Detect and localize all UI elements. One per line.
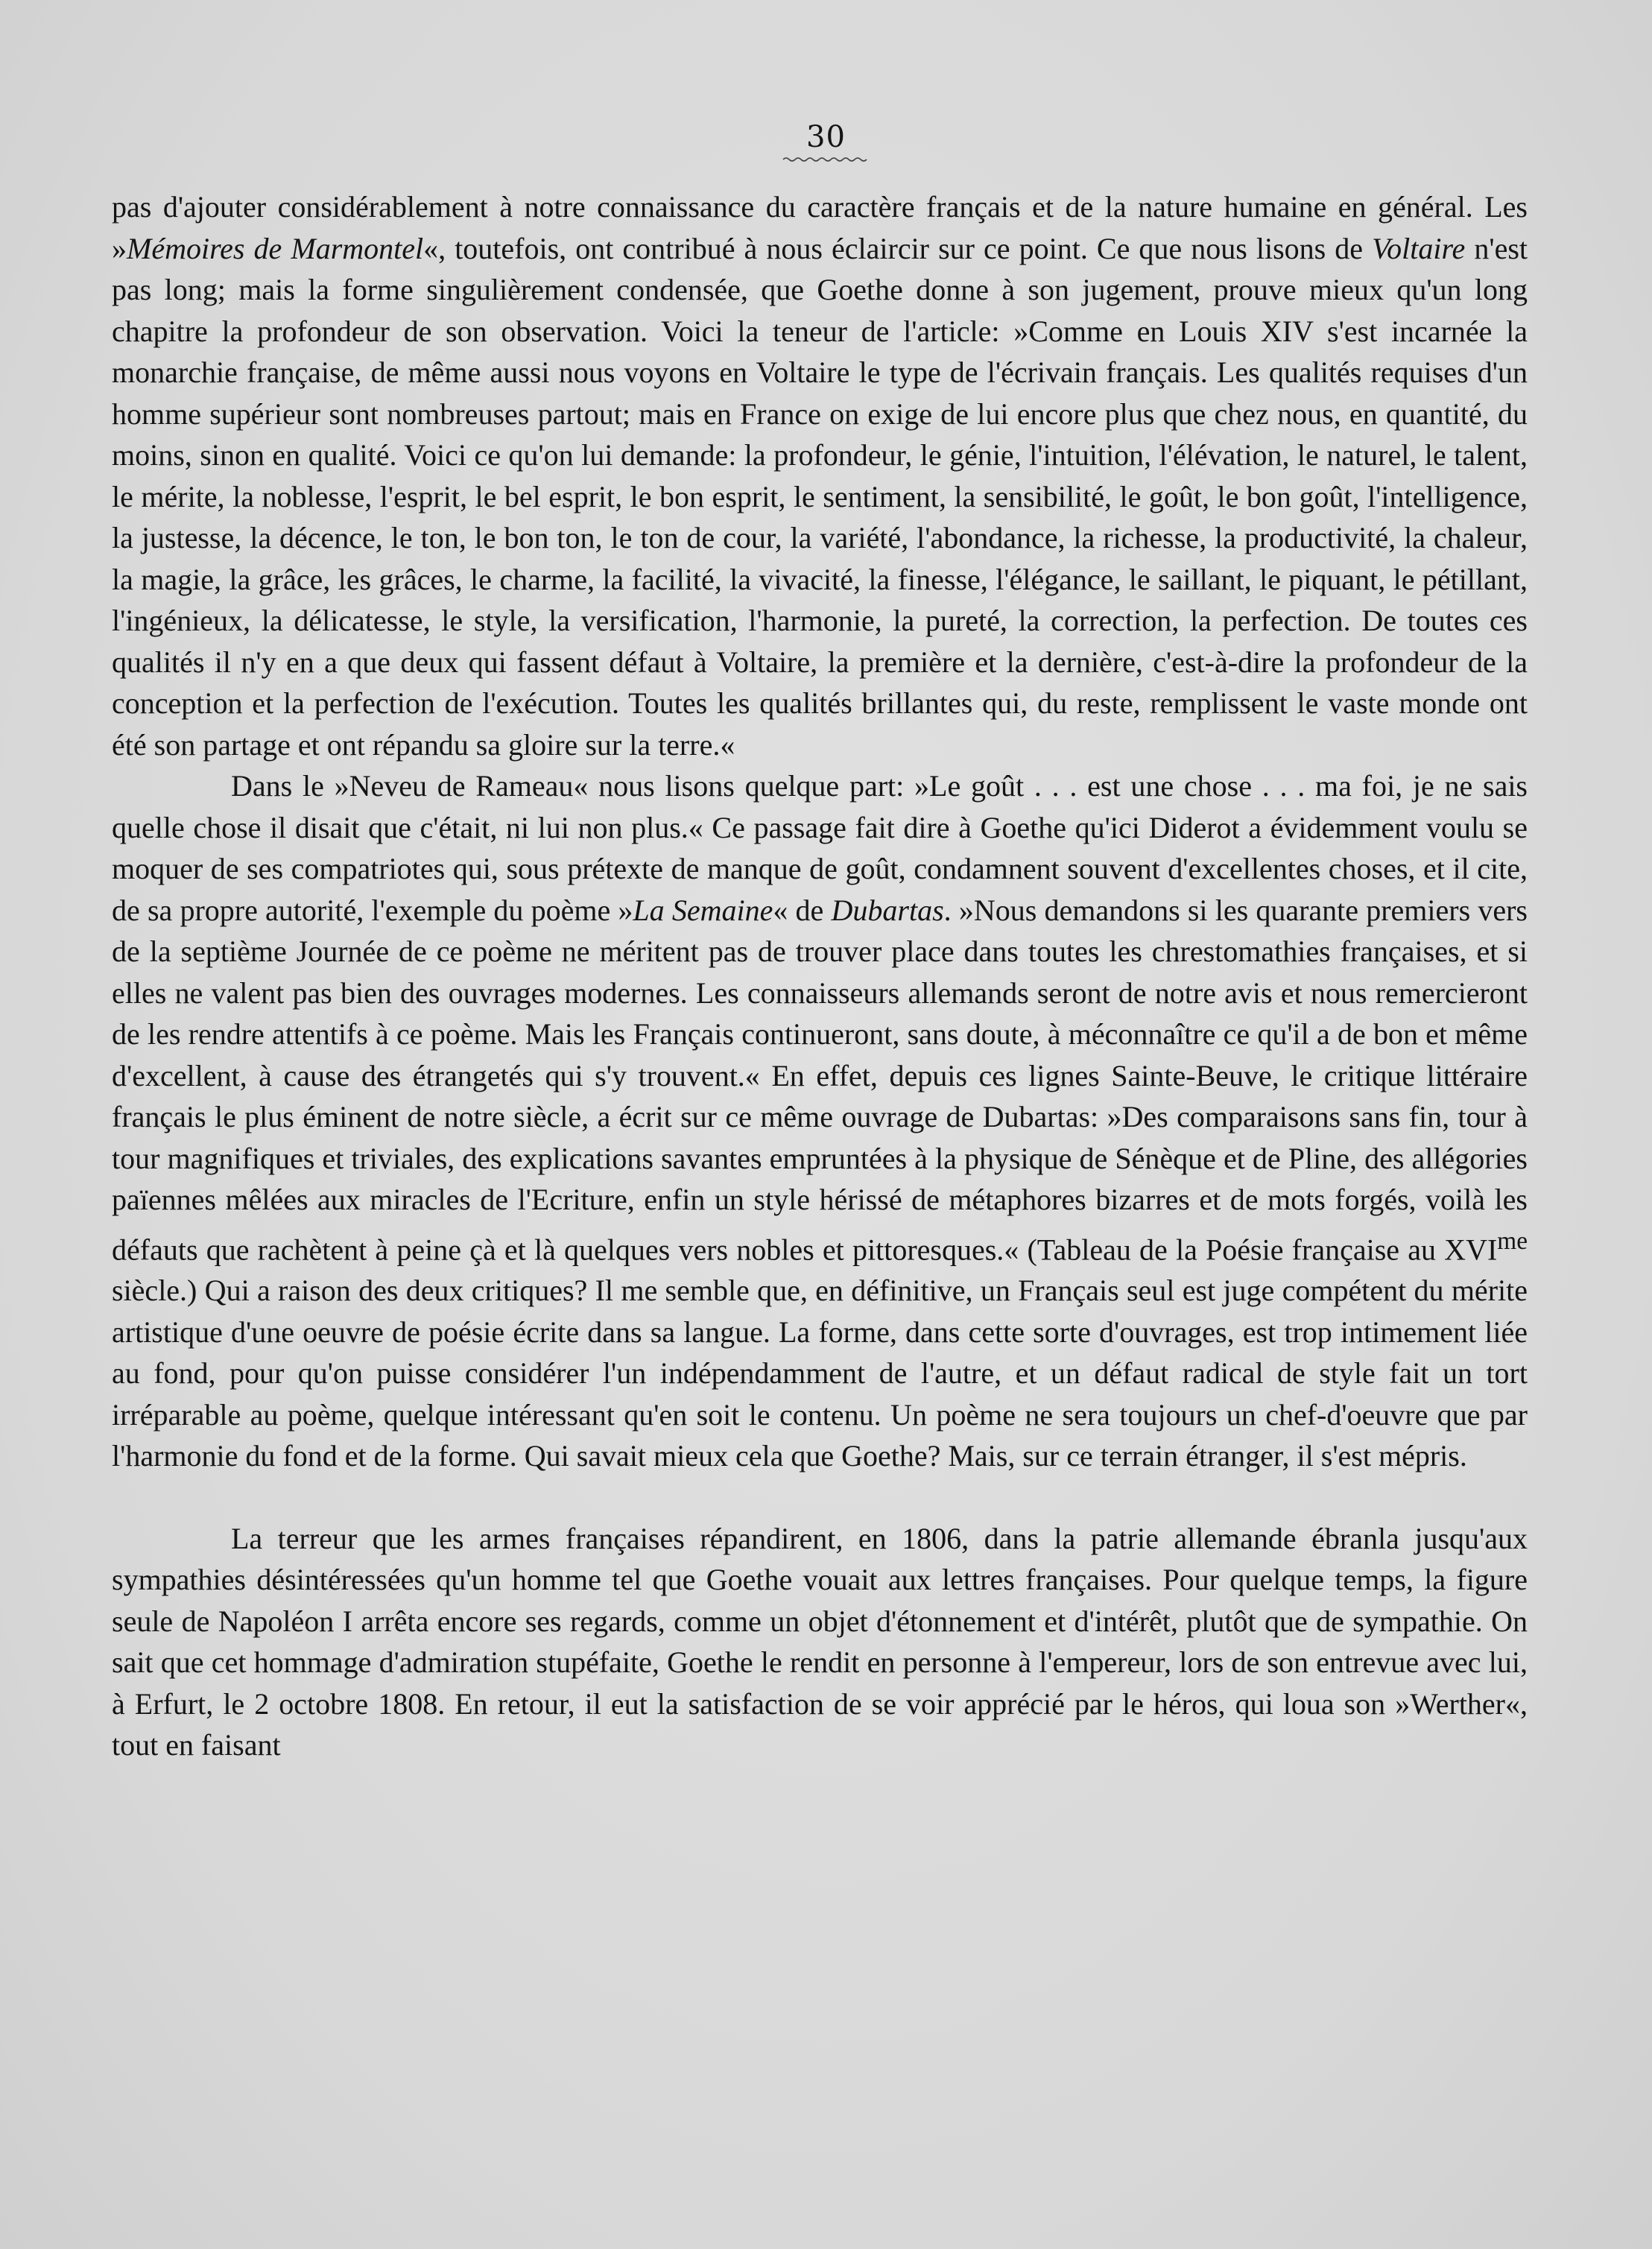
body-text xyxy=(112,186,1528,2198)
italic-title: La Semaine xyxy=(633,893,773,927)
text-run: siècle.) Qui a raison des deux critiques? Il me semble que, en définitive, un Français seul est juge compétent du mérite artistique d'une oeuvre de poésie écrite dans sa langue. La forme, dans cette sorte d'ouvrages, est trop intimement liée au fond, pour qu'on puisse considérer l'un indépendamment de l'autre, et un défaut radical de style fait un tort irréparable au poème, quelque intéressant qu'en soit le contenu. Un poème ne sera toujours un chef-d'oeuvre que par l'harmonie du fond et de la forme. Qui savait mieux cela que Goethe? Mais, sur ce terrain étranger, il s'est mépris. xyxy=(112,1274,1528,1473)
italic-title: Voltaire xyxy=(1372,231,1466,265)
text-run: . »Nous demandons si les quarante premiers vers de la septième Journée de ce poème ne méritent pas de trouver place dans toutes les chrestomathies françaises, et si elles ne valent pas bien des ouvrages modernes. Les connaisseurs allemands seront de notre avis et nous remercieront de les rendre attentifs à ce poème. Mais les Français continueront, sans doute, à méconnaître ce qu'il a de bon et même d'excellent, à cause des étrangetés qui s'y trouvent.« En effet, depuis ces lignes Sainte-Beuve, le critique littéraire français le plus éminent de notre siècle, a écrit sur ce même ouvrage de Dubartas: »Des comparaisons sans fin, tour à tour magnifiques et triviales, des explications savantes empruntées à la physique de Sénèque et de Pline, des allégories païennes mêlées aux miracles de l'Ecriture, enfin un style hérissé de métaphores bizarres et de mots forgés, voilà les défauts que rachètent à peine çà et là quelques vers nobles et pittoresques.« (Tableau de la Poésie française au XVI xyxy=(112,893,1528,1266)
text-run: pas d'ajouter considérablement à notre connaissance du caractère français et de la nature humaine en général. Les » xyxy=(112,190,1528,265)
text-run: « de xyxy=(773,893,832,927)
paragraph-gap xyxy=(112,1477,1528,1518)
superscript: me xyxy=(1497,1227,1528,1255)
wavy-rule-ornament xyxy=(782,155,871,164)
text-run: Dans le »Neveu de Rameau« nous lisons quelque part: »Le goût . . . est une chose . . . ma foi, je ne sais quelle chose il disait que c'était, ni lui non plus.« Ce passage fait dire à Goethe qu'ici Diderot a évidemment voulu se moquer de ses compatriotes qui, sous prétexte de manque de goût, condamnent souvent d'excellentes choses, et il cite, de sa propre autorité, l'exemple du poème » xyxy=(112,769,1528,927)
page-number: 30 xyxy=(806,120,846,154)
paragraph-3 xyxy=(112,1518,1528,1766)
page-header xyxy=(0,119,1652,164)
text-run: La terreur que les armes françaises répandirent, en 1806, dans la patrie allemande ébranla jusqu'aux sympathies désintéressées qu'un homme tel que Goethe vouait aux lettres françaises. Pour quelque temps, la figure seule de Napoléon I arrêta encore ses regards, comme un objet d'étonnement et d'intérêt, plutôt que de sympathie. On sait que cet hommage d'admiration stupéfaite, Goethe le rendit en personne à l'empereur, lors de son entrevue avec lui, à Erfurt, le 2 octobre 1808. En retour, il eut la satisfaction de se voir apprécié par le héros, qui loua son »Werther«, tout en faisant xyxy=(112,1521,1528,1762)
paragraph-2 xyxy=(112,765,1528,1477)
italic-title: Dubartas xyxy=(831,893,944,927)
paragraph-1 xyxy=(112,186,1528,765)
italic-title: Mémoires de Marmontel xyxy=(127,231,424,265)
text-run: n'est pas long; mais la forme singulièrement condensée, que Goethe donne à son jugement, prouve mieux qu'un long chapitre la profondeur de son observation. Voici la teneur de l'article: »Comme en Louis XIV s'est incarnée la monarchie française, de même aussi nous voyons en Voltaire le type de l'écrivain français. Les qualités requises d'un homme supérieur sont nombreuses partout; mais en France on exige de lui encore plus que chez nous, en quantité, du moins, sinon en qualité. Voici ce qu'on lui demande: la profondeur, le génie, l'intuition, l'élévation, le naturel, le talent, le mérite, la noblesse, l'esprit, le bel esprit, le bon esprit, le sentiment, la sensibilité, le goût, le bon goût, l'intelligence, la justesse, la décence, le ton, le bon ton, le ton de cour, la variété, l'abondance, la richesse, la productivité, la chaleur, la magie, la grâce, les grâces, le charme, la facilité, la vivacité, la finesse, l'élégance, le saillant, le piquant, le pétillant, l'ingénieux, la délicatesse, le style, la versification, l'harmonie, la pureté, la correction, la perfection. De toutes ces qualités il n'y en a que deux qui fassent défaut à Voltaire, la première et la dernière, c'est-à-dire la profondeur de la conception et la perfection de l'exécution. Toutes les qualités brillantes qui, du reste, remplissent le vaste monde ont été son partage et ont répandu sa gloire sur la terre.« xyxy=(112,231,1528,762)
text-run: «, toutefois, ont contribué à nous éclaircir sur ce point. Ce que nous lisons de xyxy=(423,231,1373,265)
